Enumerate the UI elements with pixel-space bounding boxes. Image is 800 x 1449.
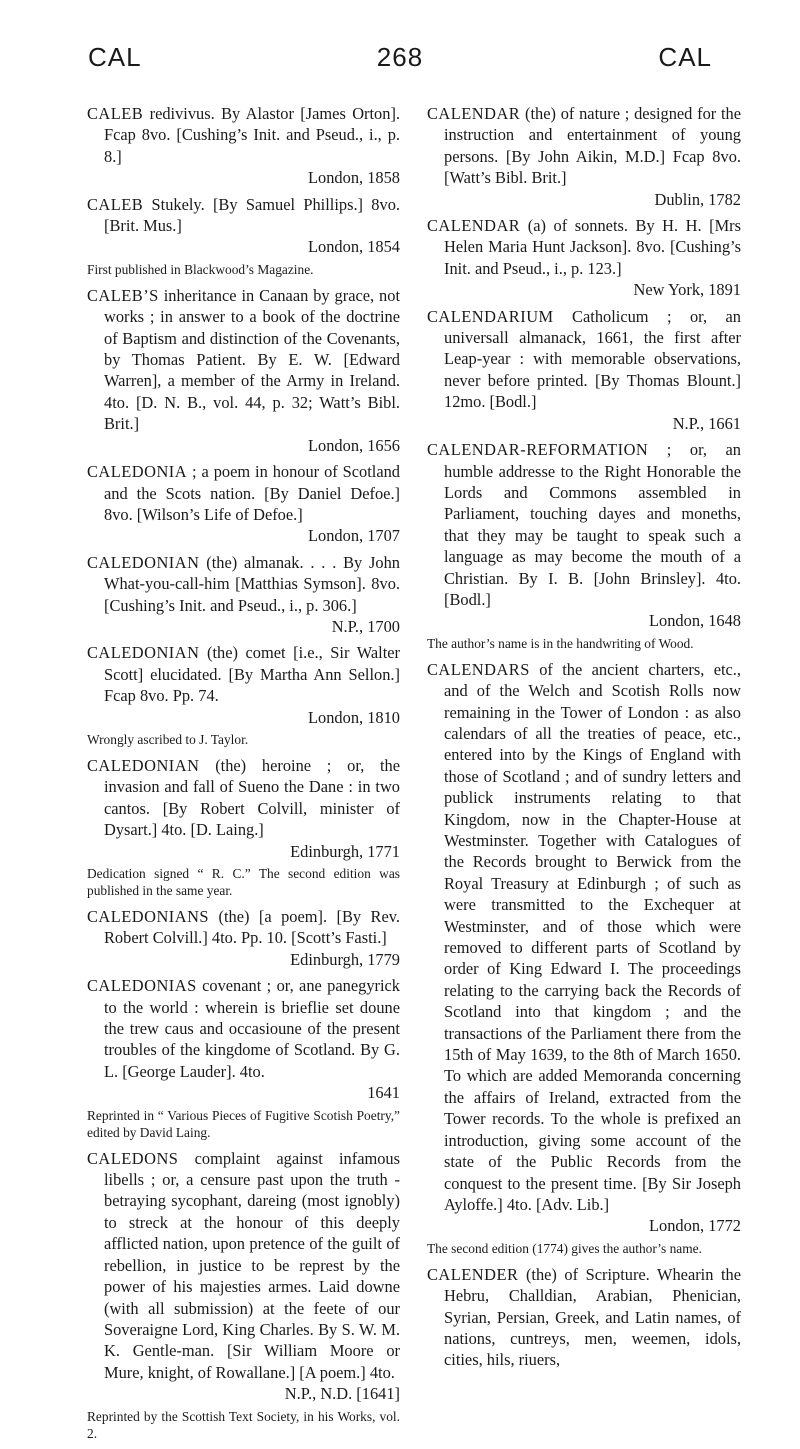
entry-imprint: Dublin, 1782 <box>654 189 741 209</box>
entry-text: (the) [a poem]. [By Rev. Robert Colvill.] 4to. Pp. 10. [Scott’s Fasti.] <box>104 907 400 948</box>
entry-imprint: London, 1656 <box>308 435 400 455</box>
page-number: 268 <box>376 42 424 72</box>
entry-headword: CALEDONS <box>87 1148 179 1168</box>
entry-text: (the) comet [i.e., Sir Walter Scott] elucidated. [By Martha Ann Sellon.] Fcap 8vo. Pp. 74. <box>104 643 400 706</box>
entry-headword: CALEB’S <box>87 285 159 305</box>
entry-note: Reprinted in “ Various Pieces of Fugitive Scotish Poetry,” edited by David Laing. <box>87 1107 400 1140</box>
running-header <box>88 42 712 76</box>
entry-imprint: London, 1810 <box>308 707 400 727</box>
entry-text: of the ancient charters, etc., and of the Welch and Scotish Rolls now remaining in the Tower of London : as also calendars of all the treaties of peace, etc., entered into by the Kings of England with those of Scotland ; and of sundry letters and publick instruments relating to that Kingdom, now in the Chapter-House at Westminster. Together with Catalogues of the Records brought to Berwick from the Royal Treasury at Edinburgh ; of such as were transmitted to the Exchequer at Westminster, and of those which were removed to different parts of Scotland by order of King Edward I. The proceedings relating to the carrying back the Records of Scotland into that kingdom ; and the transactions of the Parliament there from the 15th of May 1639, to the 8th of March 1650. To which are added Memoranda concerning the affairs of Ireland, extracted from the Tower records. To the whole is prefixed an introduction, giving some account of the state of the Public Records from the conquest to the present time. [By Sir Joseph Ayloffe.] 4to. [Adv. Lib.] <box>444 659 741 1214</box>
entry-imprint: London, 1648 <box>649 611 741 631</box>
entry-headword: CALENDARS <box>427 659 530 679</box>
right-column <box>427 103 741 1376</box>
entry-imprint: N.P., 1661 <box>672 413 741 433</box>
entry <box>427 1264 741 1371</box>
entry-headword: CALEB <box>87 104 144 123</box>
entry-headword: CALEB <box>87 194 144 214</box>
entry-text: (a) of sonnets. By H. H. [Mrs Helen Maria Hunt Jackson]. 8vo. [Cushing’s Init. and Pseud., i., p. 123.] <box>444 216 741 278</box>
entry-text: complaint against infamous libells ; or, a censure past upon the truth - betraying sycophant, dareing (most ignobly) to streck at the honour of this deeply afflicted nation, upon pretence of the guilt of rebellion, in justice to be represt by the power of his majesties armes. Laid downe (with all submission) at the feete of our Soveraigne Lord, King Charles. By S. W. M. K. Gentle-man. [Sir William Moore or Mure, knight, of Rowallane.] [A poem.] 4to. <box>104 1148 400 1382</box>
entry-headword: CALEDONIAN <box>87 643 200 663</box>
entry-text: (the) heroine ; or, the invasion and fall of Sueno the Dane : in two cantos. [By Robert Colvill, minister of Dysart.] 4to. [D. Laing.] <box>104 755 400 840</box>
entry-text: ; a poem in honour of Scotland and the Scots nation. [By Daniel Defoe.] 8vo. [Wilson’s Life of Defoe.] <box>104 462 400 524</box>
entry <box>427 215 741 301</box>
entry-imprint: Edinburgh, 1771 <box>290 841 400 861</box>
entry <box>87 461 400 547</box>
entry <box>427 439 741 632</box>
entry <box>87 103 400 189</box>
entry-text: Stukely. [By Samuel Phillips.] 8vo. [Brit. Mus.] <box>104 194 400 236</box>
entry-headword: CALEDONIAS <box>87 976 197 996</box>
entry-note: First published in Blackwood’s Magazine. <box>87 261 314 277</box>
entry-imprint: London, 1707 <box>308 526 400 546</box>
entry-headword: CALENDARIUM <box>427 306 554 326</box>
entry-headword: CALEDONIANS <box>87 907 210 926</box>
entry <box>87 906 400 970</box>
header-right-guide-word: CAL <box>658 42 712 72</box>
entry-text: (the) almanak. . . . By John What-you-call-him [Matthias Symson]. 8vo. [Cushing’s Init. and Pseud., i., p. 306.] <box>104 552 400 615</box>
entry-headword: CALENDAR <box>427 104 521 123</box>
entry-text: inheritance in Canaan by grace, not works ; in answer to a book of the doctrine of Baptism and distinction of the Covenants, by Thomas Patient. By E. W. [Edward Warren], a member of the Army in Ireland. 4to. [D. N. B., vol. 44, p. 32; Watt’s Bibl. Brit.] <box>104 285 400 434</box>
entry <box>87 755 400 862</box>
entry-headword: CALEDONIAN <box>87 755 200 775</box>
entry-headword: CALENDER <box>427 1264 519 1284</box>
entry-text: ; or, an humble addresse to the Right Honorable the Lords and Commons assembled in Parliament, touching dayes and moneths, that they may be taught to speak such a language as may become the mouth of a Christian. By I. B. [John Brinsley]. 4to. [Bodl.] <box>444 440 741 609</box>
header-left-guide-word: CAL <box>88 42 142 72</box>
entry-text: redivivus. By Alastor [James Orton]. Fcap 8vo. [Cushing’s Init. and Pseud., i., p. 8.] <box>104 104 400 166</box>
entry-note: Reprinted by the Scottish Text Society, in his Works, vol. 2. <box>87 1408 400 1441</box>
entry <box>87 642 400 728</box>
entry-imprint: N.P., 1700 <box>331 616 400 636</box>
entry-headword: CALEDONIA <box>87 462 188 482</box>
entry <box>427 306 741 434</box>
entry <box>427 659 741 1237</box>
entry <box>87 975 400 1103</box>
entry-text: covenant ; or, ane panegyrick to the world : wherein is brieflie set doune the trew caus and occasioune of the present troubles of the kingdome of Scotland. By G. L. [George Lauder]. 4to. <box>104 976 400 1081</box>
entry-note: The author’s name is in the handwriting of Wood. <box>427 635 694 651</box>
entry <box>87 1148 400 1405</box>
entry-imprint: New York, 1891 <box>633 280 741 300</box>
entry-note: Wrongly ascribed to J. Taylor. <box>87 731 249 747</box>
entry-headword: CALENDAR <box>427 216 521 236</box>
entry-text: (the) of Scripture. Whearin the Hebru, Challdian, Arabian, Phenician, Syrian, Persian, Greek, and Latin names, of nations, cuntreys, men, weemen, idols, cities, hils, riuers, <box>444 1264 741 1370</box>
entry-imprint: Edinburgh, 1779 <box>290 949 400 969</box>
entry-imprint: London, 1772 <box>649 1216 741 1236</box>
entry <box>427 103 741 210</box>
entry-imprint: London, 1854 <box>308 237 400 257</box>
entry-text: Catholicum ; or, an universall almanack, 1661, the first after Leap-year : with memorable observations, never before printed. [By Thomas Blount.] 12mo. [Bodl.] <box>444 306 741 412</box>
entry-note: The second edition (1774) gives the author’s name. <box>427 1240 702 1256</box>
entry-imprint: N.P., N.D. [1641] <box>284 1384 400 1404</box>
entry-headword: CALENDAR-REFORMATION <box>427 440 649 460</box>
entry-headword: CALEDONIAN <box>87 552 200 572</box>
entry-imprint: 1641 <box>367 1083 400 1103</box>
entry <box>87 194 400 258</box>
entry-text: (the) of nature ; designed for the instruction and entertainment of young persons. [By John Aikin, M.D.] Fcap 8vo. [Watt’s Bibl. Brit.] <box>444 104 741 188</box>
entry <box>87 285 400 456</box>
entry <box>87 552 400 638</box>
entry-note: Dedication signed “ R. C.” The second edition was published in the same year. <box>87 866 400 898</box>
entry-imprint: London, 1858 <box>308 168 400 188</box>
